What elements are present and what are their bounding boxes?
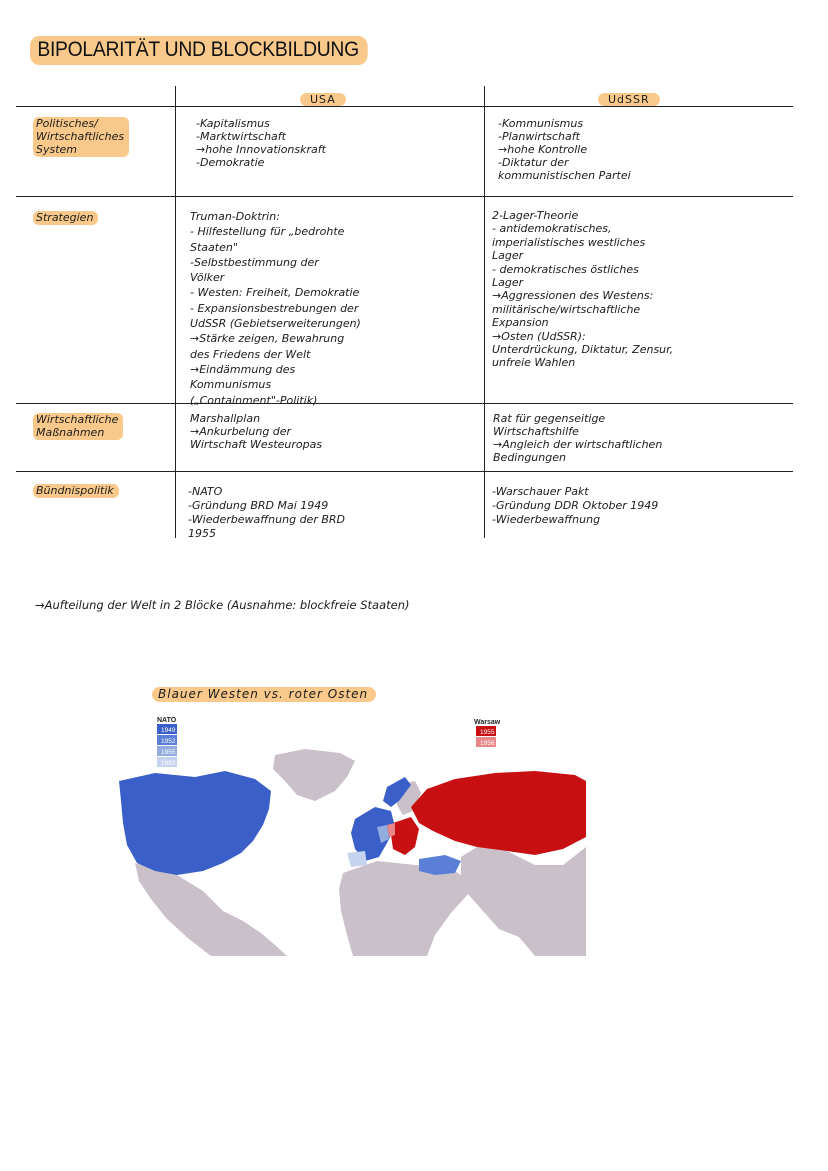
- nato-legend-year-1982: 1982: [161, 760, 176, 767]
- table-header-divider: [16, 106, 793, 107]
- cell-udssr-buendnis: -Warschauer Pakt -Gründung DDR Oktober 1949 -Wiederbewaffnung: [492, 485, 659, 526]
- row-label-wirtschaft: Wirtschaftliche Maßnahmen: [33, 413, 123, 440]
- warsaw-legend-title: Warsaw: [474, 719, 501, 726]
- column-divider-1: [175, 86, 176, 538]
- cell-udssr-strategien: 2-Lager-Theorie - antidemokratisches, imperialistisches westliches Lager - demokratisches östliches Lager →Aggressionen des Westens: militärische/wirtschaftliche Expansion →Osten (UdSSR): Unterdrückung, Diktatur, Zensur, unfreie Wahlen: [492, 209, 674, 370]
- page-title: BIPOLARITÄT UND BLOCKBILDUNG: [30, 36, 368, 65]
- column-header-udssr: UdSSR: [598, 93, 660, 106]
- warsaw-legend-year-1955: 1955: [480, 729, 495, 736]
- row-divider-2: [16, 403, 793, 404]
- summary-note: →Aufteilung der Welt in 2 Blöcke (Ausnahme: blockfreie Staaten): [35, 598, 410, 612]
- cell-usa-wirtschaft: Marshallplan →Ankurbelung der Wirtschaft Westeuropas: [190, 412, 323, 451]
- row-label-strategien: Strategien: [33, 211, 98, 225]
- map-title: Blauer Westen vs. roter Osten: [152, 687, 376, 702]
- row-divider-3: [16, 471, 793, 472]
- nato-legend-title: NATO: [157, 717, 177, 724]
- cell-usa-system: -Kapitalismus -Marktwirtschaft →hohe Innovationskraft -Demokratie: [196, 117, 326, 169]
- row-label-buendnis: Bündnispolitik: [33, 484, 119, 498]
- nato-legend-year-1952: 1952: [161, 738, 176, 745]
- warsaw-legend-year-1956: 1956: [480, 740, 495, 747]
- nato-legend-year-1949: 1949: [161, 727, 176, 734]
- column-header-usa: USA: [300, 93, 346, 106]
- cold-war-world-map: [115, 715, 586, 956]
- cell-usa-strategien: Truman-Doktrin: - Hilfestellung für „bedrohte Staaten" -Selbstbestimmung der Völker - Westen: Freiheit, Demokratie - Expansionsbestrebungen der UdSSR (Gebietserweiterungen) →Stärke zeigen, Bewahrung des Friedens der Welt →Eindämmung des Kommunismus („Containment"-Politik): [190, 210, 361, 407]
- nato-legend-year-1955: 1955: [161, 749, 176, 756]
- nato-legend: [157, 717, 177, 767]
- row-label-system: Politisches/ Wirtschaftliches System: [33, 117, 129, 157]
- cell-usa-buendnis: -NATO -Gründung BRD Mai 1949 -Wiederbewaffnung der BRD 1955: [188, 485, 345, 540]
- column-divider-2: [484, 86, 485, 538]
- row-divider-1: [16, 196, 793, 197]
- cell-udssr-system: -Kommunismus -Planwirtschaft →hohe Kontrolle -Diktatur der kommunistischen Partei: [498, 117, 631, 182]
- cell-udssr-wirtschaft: Rat für gegenseitige Wirtschaftshilfe →Angleich der wirtschaftlichen Bedingungen: [493, 412, 663, 464]
